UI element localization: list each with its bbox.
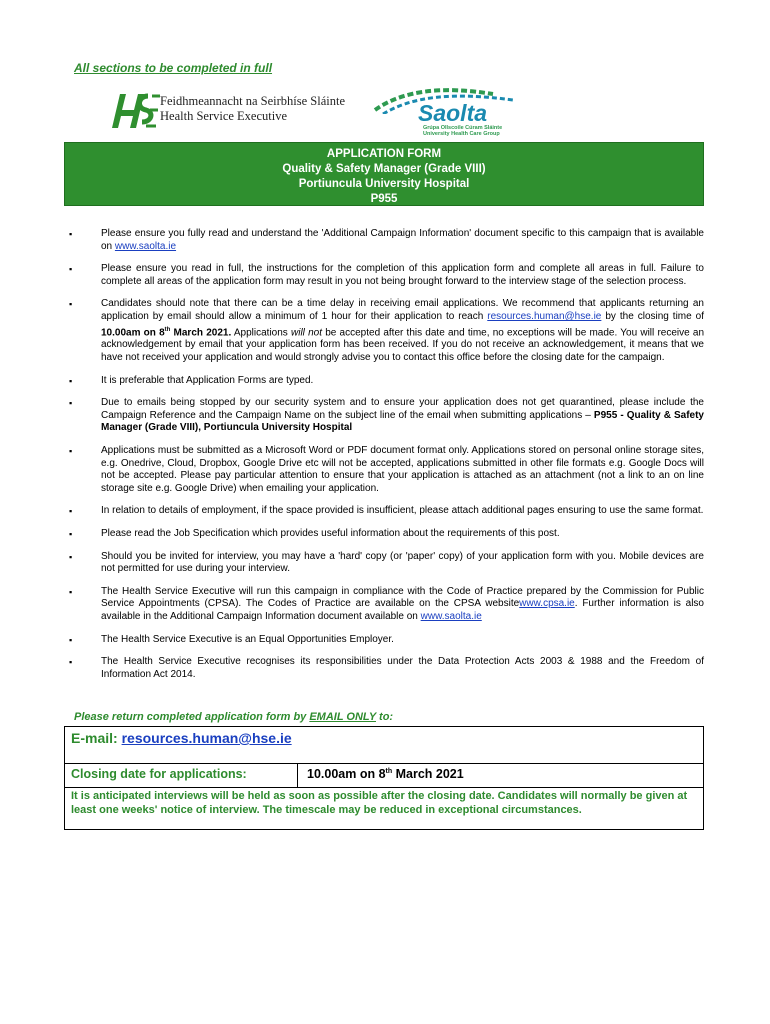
closing-month: March 2021. <box>170 326 232 338</box>
list-item <box>64 397 704 435</box>
email-label <box>71 730 292 746</box>
bullet-icon: ▪ <box>69 229 73 239</box>
saolta-link[interactable]: www.saolta.ie <box>420 610 482 622</box>
list-item <box>64 445 704 495</box>
saolta-sub-irish: Grúpa Ollscoile Cúram Sláinte <box>423 125 503 131</box>
cpsa-link[interactable]: www.cpsa.ie <box>519 598 575 610</box>
bullet-icon: ▪ <box>69 299 73 310</box>
closing-month: March 2021 <box>392 767 464 781</box>
ordinal-suffix: th <box>385 767 393 775</box>
instruction-text: . Further information is also available in the Additional Campaign Information document available on <box>101 598 704 622</box>
saolta-logo <box>373 84 533 140</box>
instruction-text: Please ensure you fully read and understand the 'Additional Campaign Information' document specific to this campaign that is available on <box>101 228 704 252</box>
closing-date-value <box>307 767 464 781</box>
instruction-text: Due to emails being stopped by our security system and to ensure your application does not get quarantined, please include the Campaign Reference and the Campaign Name on the subject line of the email when submitting applications – <box>101 397 704 421</box>
bullet-icon: ▪ <box>69 264 73 275</box>
instruction-text: by the closing time of <box>601 310 704 322</box>
list-item <box>64 528 704 541</box>
hse-name-english: Health Service Executive <box>160 109 288 123</box>
instruction-text: Candidates should note that there can be a time delay in receiving email applications. We recommend that applicants returning an application by email should allow a minimum of 1 hour for their application to reach <box>101 298 704 322</box>
list-item <box>64 634 704 647</box>
instruction-text: Applications must be submitted as a Microsoft Word or PDF document format only. Applications stored on personal online storage sites, e.g. Onedrive, Cloud, Dropbox, Google Drive etc will not be accepted, applications submitted in other file formats e.g. Google Docs will not be accepted. Please pay particular attention to ensure that your application is attached as an attachment (not a link to an on line storage site e.g. Google Drive) when emailing your application. <box>101 445 704 494</box>
emphasis-text: will not <box>291 326 323 338</box>
instruction-text: In relation to details of employment, if the space provided is insufficient, please attach additional pages ensuring to use the same format. <box>101 505 704 517</box>
logos <box>108 84 528 140</box>
list-item <box>64 656 704 681</box>
interview-note: It is anticipated interviews will be held as soon as possible after the closing date. Candidates will normally be given at least one weeks' notice of interview. The timescale may be reduced in exceptional circumstances. <box>71 790 688 816</box>
instruction-text: The Health Service Executive recognises its responsibilities under the Data Protection Acts 2003 & 1988 and the Freedom of Information Act 2014. <box>101 656 704 680</box>
saolta-sub-english: University Health Care Group <box>423 131 500 137</box>
saolta-subtitle <box>423 125 502 137</box>
return-note-emphasis: EMAIL ONLY <box>309 711 376 723</box>
list-item <box>64 586 704 624</box>
email-link[interactable]: resources.human@hse.ie <box>487 310 602 322</box>
hse-logo-icon <box>108 88 160 134</box>
bullet-icon: ▪ <box>69 446 73 457</box>
bullet-icon: ▪ <box>69 634 73 645</box>
list-item <box>64 263 704 288</box>
return-note-suffix: to: <box>375 711 394 723</box>
return-note <box>74 711 393 723</box>
closing-time: 10.00am on 8 <box>307 767 386 781</box>
closing-row <box>65 763 703 788</box>
bullet-icon: ▪ <box>69 586 73 597</box>
bullet-icon: ▪ <box>69 551 73 562</box>
bullet-icon: ▪ <box>69 529 73 540</box>
instructions-list <box>64 228 704 691</box>
form-title: APPLICATION FORM <box>326 148 442 160</box>
email-row <box>65 727 703 764</box>
bullet-icon: ▪ <box>69 398 73 409</box>
instruction-text: The Health Service Executive will run this campaign in compliance with the Code of Practice prepared by the Commission for Public Service Appointments (CPSA). The Codes of Practice are available on the CPSA website <box>101 585 704 610</box>
bullet-icon: ▪ <box>69 657 73 668</box>
list-item <box>64 375 704 388</box>
hse-name-irish: Feidhmeannacht na Seirbhíse Sláinte <box>160 94 346 108</box>
instruction-text: Please read the Job Specification which provides useful information about the requirements of this post. <box>101 528 560 540</box>
hse-name <box>160 94 345 124</box>
form-header <box>64 142 704 206</box>
list-item <box>64 228 704 253</box>
job-title: Quality & Safety Manager (Grade VIII) <box>282 163 486 175</box>
bullet-icon: ▪ <box>69 506 73 517</box>
instruction-text: Should you be invited for interview, you may have a 'hard' copy (or 'paper' copy) of your application form with you. Mobile devices are not permitted for use during your interview. <box>101 550 704 575</box>
top-note: All sections to be completed in full <box>74 61 273 75</box>
closing-label: Closing date for applications: <box>71 767 247 781</box>
closing-time: 10.00am on 8 <box>101 326 165 338</box>
divider <box>297 763 298 787</box>
instruction-text: Please ensure you read in full, the instructions for the completion of this application form and complete all areas in full. Failure to complete all areas of the application form may result in you not being brought forward to the interview stage of the selection process. <box>101 263 704 287</box>
instruction-text: The Health Service Executive is an Equal Opportunities Employer. <box>101 633 394 645</box>
instruction-text: It is preferable that Application Forms are typed. <box>101 374 314 386</box>
instruction-text: be accepted after this date and time, no exceptions will be made. You will receive an acknowledgement by email that your application form has been received. If you do not receive an acknowledgement, it means that we have not received your application and would strongly advise you to contact this office before the closing date for the campaign. <box>101 326 705 364</box>
email-address-link[interactable]: resources.human@hse.ie <box>121 730 292 746</box>
email-label-text: E-mail: <box>71 730 122 746</box>
email-subject: P955 - Quality & Safety Manager (Grade VIII), Portiuncula University Hospital <box>101 409 704 434</box>
instruction-text: Applications <box>231 326 292 338</box>
ordinal-suffix: th <box>164 326 171 333</box>
list-item <box>64 551 704 576</box>
bullet-icon: ▪ <box>69 375 73 386</box>
contact-box <box>64 726 704 830</box>
list-item <box>64 298 704 364</box>
list-item <box>64 505 704 518</box>
hospital-name: Portiuncula University Hospital <box>298 178 470 190</box>
saolta-link[interactable]: www.saolta.ie <box>114 240 177 252</box>
campaign-reference: P955 <box>370 193 398 205</box>
return-note-prefix: Please return completed application form by <box>74 711 310 723</box>
saolta-name: Saolta <box>418 100 488 126</box>
